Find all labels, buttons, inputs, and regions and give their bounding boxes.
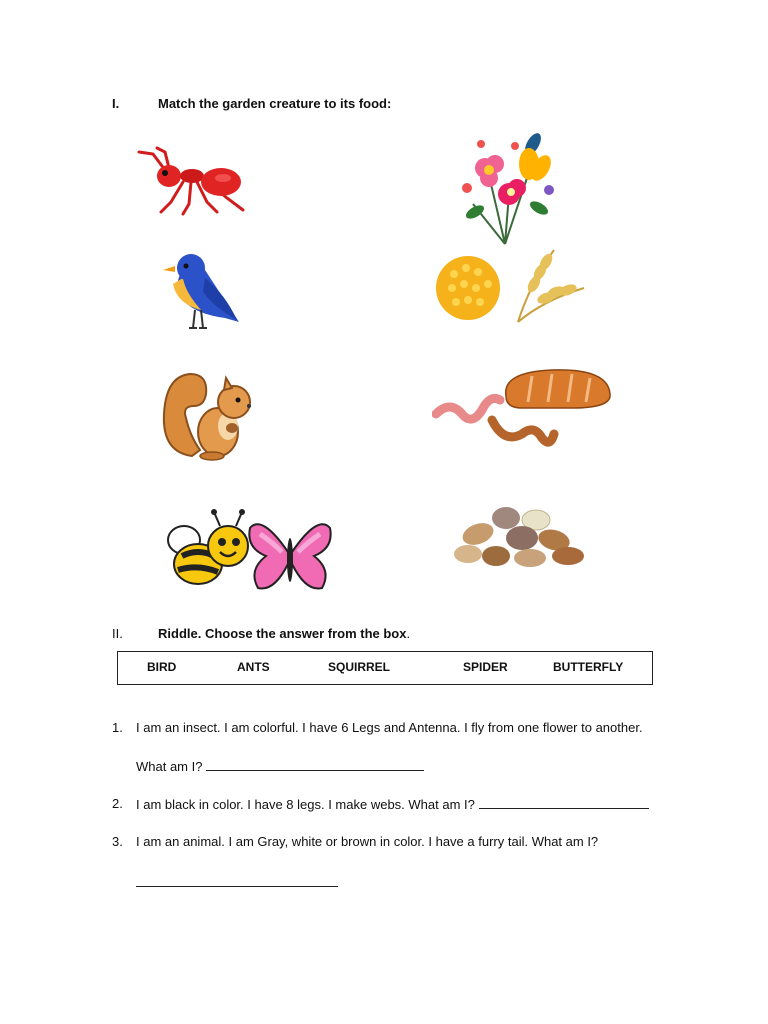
riddle-1-answer-line (136, 758, 424, 774)
box-word-squirrel: SQUIRREL (328, 660, 391, 674)
section-2-heading (158, 626, 410, 641)
corn-and-wheat-icon (434, 244, 590, 324)
riddle-2-number: 2. (112, 796, 123, 811)
riddle-1-answer-blank[interactable] (206, 758, 424, 771)
riddle-2-answer-blank[interactable] (479, 796, 649, 809)
section-2-heading-text: Riddle. Choose the answer from the box (158, 626, 407, 641)
box-word-ants: ANTS (237, 660, 270, 674)
section-1-numeral: I. (112, 96, 120, 111)
bee-and-butterfly-icon (162, 508, 334, 598)
flower-bouquet-icon (453, 124, 563, 246)
riddle-1-number: 1. (112, 720, 123, 735)
box-word-bird: BIRD (147, 660, 177, 674)
riddle-2-text: I am black in color. I have 8 legs. I make webs. What am I? (136, 797, 475, 812)
riddle-3-text: I am an animal. I am Gray, white or brown in color. I have a furry tail. What am I? (136, 834, 599, 849)
nuts-icon (450, 504, 590, 570)
riddle-3-answer-line (136, 874, 338, 890)
section-2-numeral: II. (112, 626, 123, 641)
riddle-3-number: 3. (112, 834, 123, 849)
worms-and-bread-icon (432, 364, 614, 450)
riddle-2-line (136, 796, 649, 812)
answer-box (117, 651, 653, 685)
section-2-heading-period: . (406, 626, 411, 641)
bird-icon (155, 248, 245, 333)
squirrel-icon (160, 366, 258, 462)
riddle-1-prompt: What am I? (136, 759, 203, 774)
section-1-heading: Match the garden creature to its food: (158, 96, 392, 111)
riddle-1-text: I am an insect. I am colorful. I have 6 Legs and Antenna. I fly from one flower to another. (136, 720, 643, 735)
ant-icon (135, 146, 250, 218)
box-word-spider: SPIDER (463, 660, 508, 674)
box-word-butterfly: BUTTERFLY (553, 660, 624, 674)
riddle-3-answer-blank[interactable] (136, 874, 338, 887)
